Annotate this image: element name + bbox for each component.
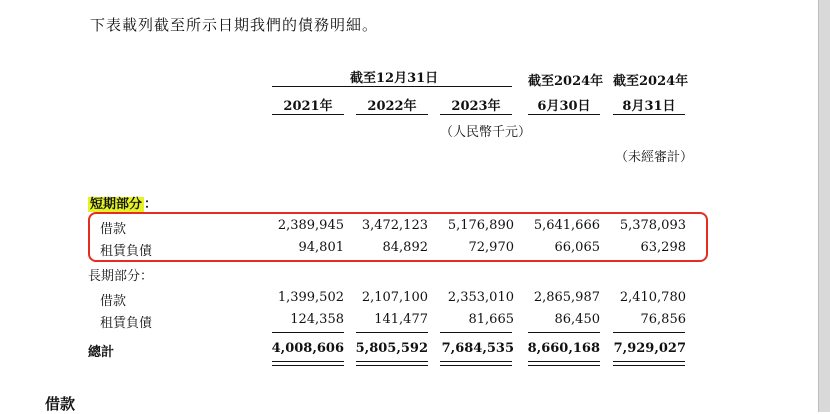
total-2022: 5,805,592: [355, 341, 428, 356]
long-borrowings-2023: 2,353,010: [447, 290, 514, 305]
unaudited-note: （未經審計）: [615, 150, 694, 165]
sum-line-aug: [613, 332, 685, 333]
header-col-jun-line2: 6月30日: [537, 99, 591, 114]
header-underline-aug: [613, 114, 685, 115]
short-lease-jun2024: 66,065: [554, 240, 600, 255]
header-col-jun-line1: 截至2024年: [528, 74, 604, 89]
header-col-2022: 2022年: [367, 99, 417, 114]
sum-line-jun: [528, 332, 600, 333]
double-underline-2022: [356, 361, 428, 366]
long-lease-aug2024: 76,856: [640, 312, 686, 327]
long-borrowings-aug2024: 2,410,780: [619, 290, 686, 305]
unit-note: （人民幣千元）: [440, 125, 532, 140]
intro-text: 下表載列截至所示日期我們的債務明細。: [90, 16, 379, 34]
total-label: 總計: [88, 345, 115, 360]
long-borrowings-jun2024: 2,865,987: [533, 290, 600, 305]
total-aug2024: 7,929,027: [613, 341, 686, 356]
header-underline-2023: [440, 114, 512, 115]
short-lease-2021: 94,801: [298, 240, 344, 255]
short-borrowings-2022: 3,472,123: [361, 218, 428, 233]
long-lease-label: 租賃負債: [100, 316, 153, 331]
total-2021: 4,008,606: [271, 341, 344, 356]
sum-line-2023: [440, 332, 512, 333]
header-underline-2021: [272, 114, 344, 115]
short-lease-2022: 84,892: [382, 240, 428, 255]
long-lease-2022: 141,477: [374, 312, 428, 327]
long-borrowings-2022: 2,107,100: [361, 290, 428, 305]
short-borrowings-2021: 2,389,945: [277, 218, 344, 233]
long-borrowings-2021: 1,399,502: [277, 290, 344, 305]
short-borrowings-jun2024: 5,641,666: [533, 218, 600, 233]
long-lease-jun2024: 86,450: [554, 312, 600, 327]
long-term-title: 長期部分：: [88, 269, 154, 284]
double-underline-aug: [613, 361, 685, 366]
short-lease-2023: 72,970: [468, 240, 514, 255]
short-lease-label: 租賃負債: [100, 244, 153, 259]
header-col-aug-line2: 8月31日: [622, 99, 676, 114]
header-col-2023: 2023年: [451, 99, 501, 114]
short-term-title: [88, 193, 157, 212]
double-underline-2023: [440, 361, 512, 366]
double-underline-jun: [528, 361, 600, 366]
short-borrowings-label: 借款: [100, 222, 127, 237]
short-term-title-suffix: ：: [144, 197, 158, 212]
header-group-underline: [272, 86, 512, 87]
sum-line-2021: [272, 332, 344, 333]
short-lease-aug2024: 63,298: [640, 240, 686, 255]
header-col-2021: 2021年: [283, 99, 333, 114]
page-edge: [818, 0, 830, 412]
total-jun2024: 8,660,168: [527, 341, 600, 356]
sum-line-2022: [356, 332, 428, 333]
short-borrowings-2023: 5,176,890: [447, 218, 514, 233]
header-underline-jun: [528, 114, 600, 115]
section-heading-borrowings: 借款: [45, 395, 76, 413]
long-lease-2023: 81,665: [468, 312, 514, 327]
header-col-aug-line1: 截至2024年: [613, 74, 689, 89]
header-group-label: 截至12月31日: [350, 71, 439, 86]
long-borrowings-label: 借款: [100, 294, 127, 309]
double-underline-2021: [272, 361, 344, 366]
total-2023: 7,684,535: [441, 341, 514, 356]
short-term-highlight: 短期部分: [90, 197, 143, 212]
short-borrowings-aug2024: 5,378,093: [619, 218, 686, 233]
header-underline-2022: [356, 114, 428, 115]
long-lease-2021: 124,358: [290, 312, 344, 327]
annotation-highlight-box: [88, 212, 708, 262]
